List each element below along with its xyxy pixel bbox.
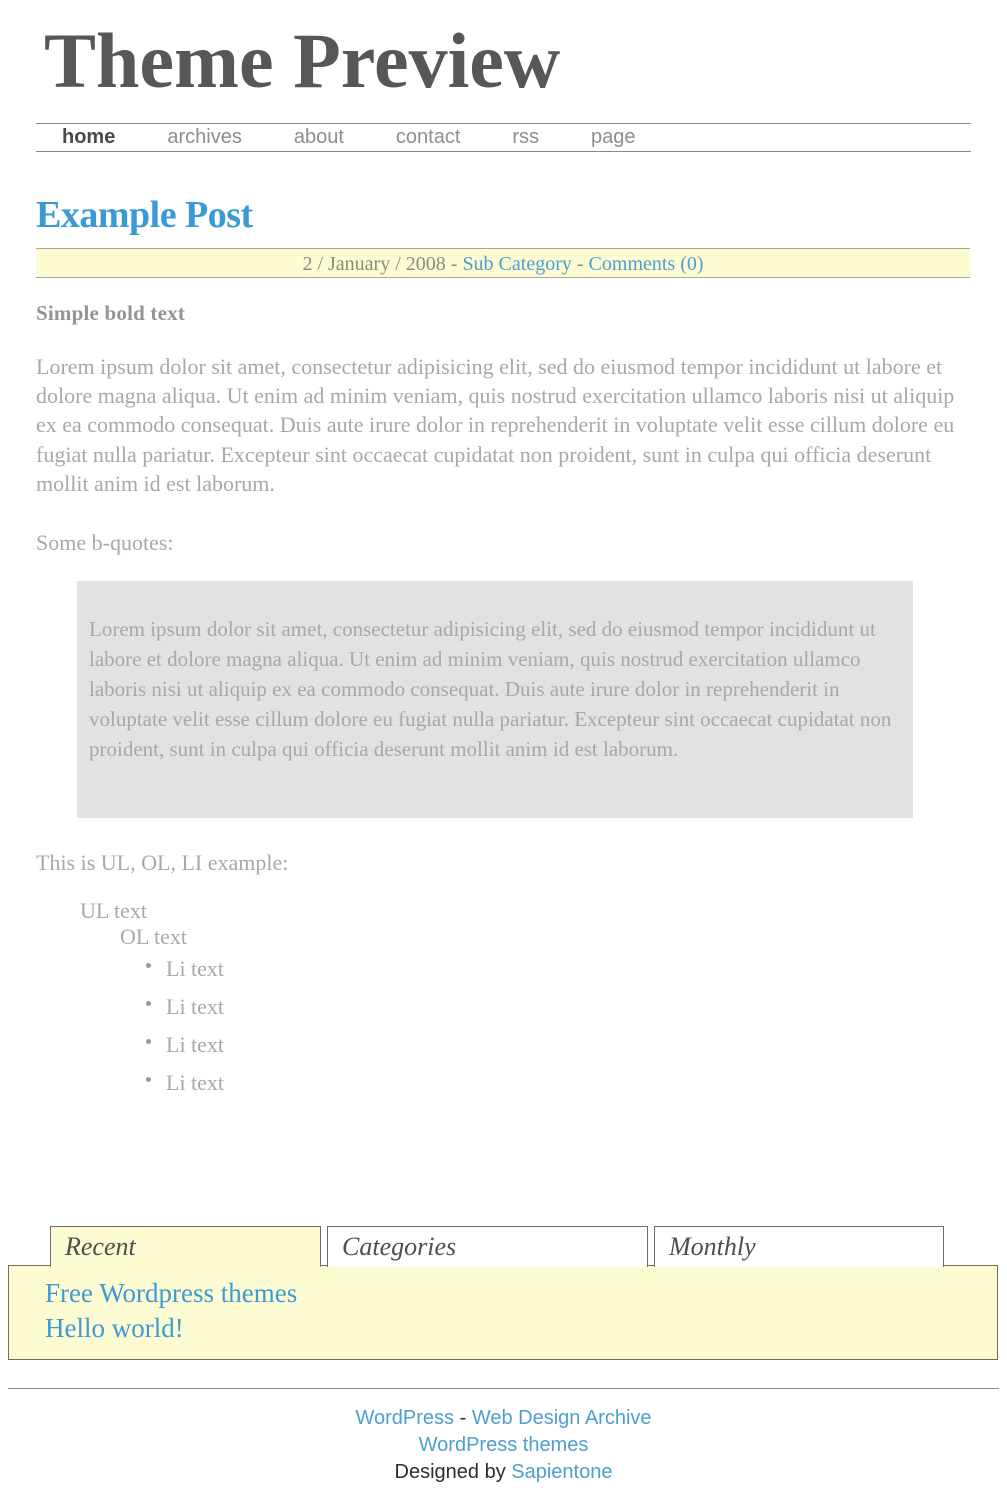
footer-link-web-design-archive[interactable]: Web Design Archive — [471, 1407, 652, 1429]
post-paragraph: Lorem ipsum dolor sit amet, consectetur adipisicing elit, sed do eiusmod tempor incididunt ut labore et dolore magna aliqua. Ut enim ad minim veniam, quis nostrud exercitation ullamco laboris nisi ut aliquip ex ea commodo consequat. Duis aute irure dolor in reprehenderit in voluptate velit esse cillum dolore eu fugiat nulla pariatur. Excepteur sint occaecat cupidatat non proident, sunt in culpa qui officia deserunt mollit anim id est laborum. — [36, 353, 955, 496]
ol-item-label: OL text — [120, 923, 187, 949]
tab-strip — [50, 1226, 1007, 1266]
sample-ordered-list — [80, 924, 978, 1102]
list-item: Li text — [146, 1026, 978, 1064]
post-blockquote — [77, 581, 913, 818]
recent-post-link[interactable]: Hello world! — [45, 1312, 184, 1343]
nav-link-page[interactable]: page — [591, 126, 636, 148]
nav-link-rss[interactable]: rss — [512, 126, 540, 148]
footer-dash: - — [459, 1407, 467, 1429]
recent-posts-list — [45, 1276, 997, 1345]
main-content — [36, 152, 971, 1102]
site-header — [0, 0, 1007, 104]
tab-panel-recent — [8, 1265, 998, 1360]
blockquote-intro: Some b-quotes: — [36, 530, 174, 556]
post-meta — [36, 248, 970, 278]
list-item: Li text — [146, 1064, 978, 1102]
ol-item — [120, 924, 978, 1102]
sample-inner-list — [120, 950, 978, 1102]
post-date-year: 2008 — [405, 253, 446, 275]
recent-post-link[interactable]: Free Wordpress themes — [45, 1278, 298, 1308]
post-title: Example Post — [36, 194, 253, 236]
nav-item-contact[interactable] — [370, 124, 486, 151]
post-meta-dash-1: - — [450, 253, 458, 275]
list-item[interactable] — [45, 1276, 997, 1311]
ul-item-label: UL text — [80, 897, 147, 923]
tab-recent-label: Recent — [65, 1232, 136, 1261]
post-date-month: January — [328, 253, 391, 275]
post-bold-heading: Simple bold text — [36, 301, 186, 325]
tab-categories-label: Categories — [342, 1232, 457, 1261]
nav-item-archives[interactable] — [141, 124, 267, 151]
sample-unordered-list — [36, 898, 978, 1102]
tab-recent[interactable] — [50, 1226, 321, 1267]
list-item[interactable] — [45, 1311, 997, 1346]
nav-link-contact[interactable]: contact — [395, 126, 461, 148]
nav-link-home[interactable]: home — [62, 126, 116, 148]
nav-item-about[interactable] — [268, 124, 370, 151]
post-meta-dash-2: - — [576, 253, 584, 275]
footer-link-wordpress-themes[interactable]: WordPress themes — [418, 1434, 589, 1456]
nav-item-rss[interactable] — [486, 124, 565, 151]
tab-categories[interactable] — [327, 1226, 648, 1267]
footer-line-1 — [0, 1405, 1007, 1432]
footer-link-sapientone[interactable]: Sapientone — [511, 1461, 613, 1483]
main-navigation — [36, 123, 971, 152]
ul-item — [80, 898, 978, 1102]
page-title: Theme Preview — [44, 17, 561, 104]
post-date-sep-1: / — [317, 253, 323, 275]
footer-link-wordpress[interactable]: WordPress — [355, 1407, 455, 1429]
nav-item-page[interactable] — [565, 124, 662, 151]
footer-divider — [8, 1388, 999, 1389]
list-item: Li text — [146, 988, 978, 1026]
nav-link-archives[interactable]: archives — [167, 126, 242, 148]
footer-line-2 — [0, 1432, 1007, 1459]
nav-item-home[interactable] — [36, 124, 141, 151]
sidebar-tabs-section — [0, 1226, 1007, 1360]
blockquote-text: Lorem ipsum dolor sit amet, consectetur adipisicing elit, sed do eiusmod tempor incididunt ut labore et dolore magna aliqua. Ut enim ad minim veniam, quis nostrud exercitation ullamco laboris nisi ut aliquip ex ea commodo consequat. Duis aute irure dolor in reprehenderit in voluptate velit esse cillum dolore eu fugiat nulla pariatur. Excepteur sint occaecat cupidatat non proident, sunt in culpa qui officia deserunt mollit anim id est laborum. — [89, 617, 892, 761]
post-body — [36, 278, 978, 1102]
post-date-day: 2 — [302, 253, 313, 275]
post-comments-link[interactable]: Comments (0) — [588, 253, 704, 275]
footer-designed-by-label: Designed by — [394, 1461, 506, 1483]
nav-list — [36, 124, 971, 151]
list-item: Li text — [146, 950, 978, 988]
footer-line-3 — [0, 1459, 1007, 1486]
post-article — [36, 152, 971, 1102]
nav-link-about[interactable]: about — [293, 126, 344, 148]
post-category-link[interactable]: Sub Category — [462, 253, 572, 275]
list-intro-text: This is UL, OL, LI example: — [36, 850, 289, 876]
tab-monthly[interactable] — [654, 1226, 944, 1267]
tab-monthly-label: Monthly — [669, 1232, 756, 1261]
site-footer — [0, 1405, 1007, 1486]
post-date-sep-2: / — [395, 253, 401, 275]
